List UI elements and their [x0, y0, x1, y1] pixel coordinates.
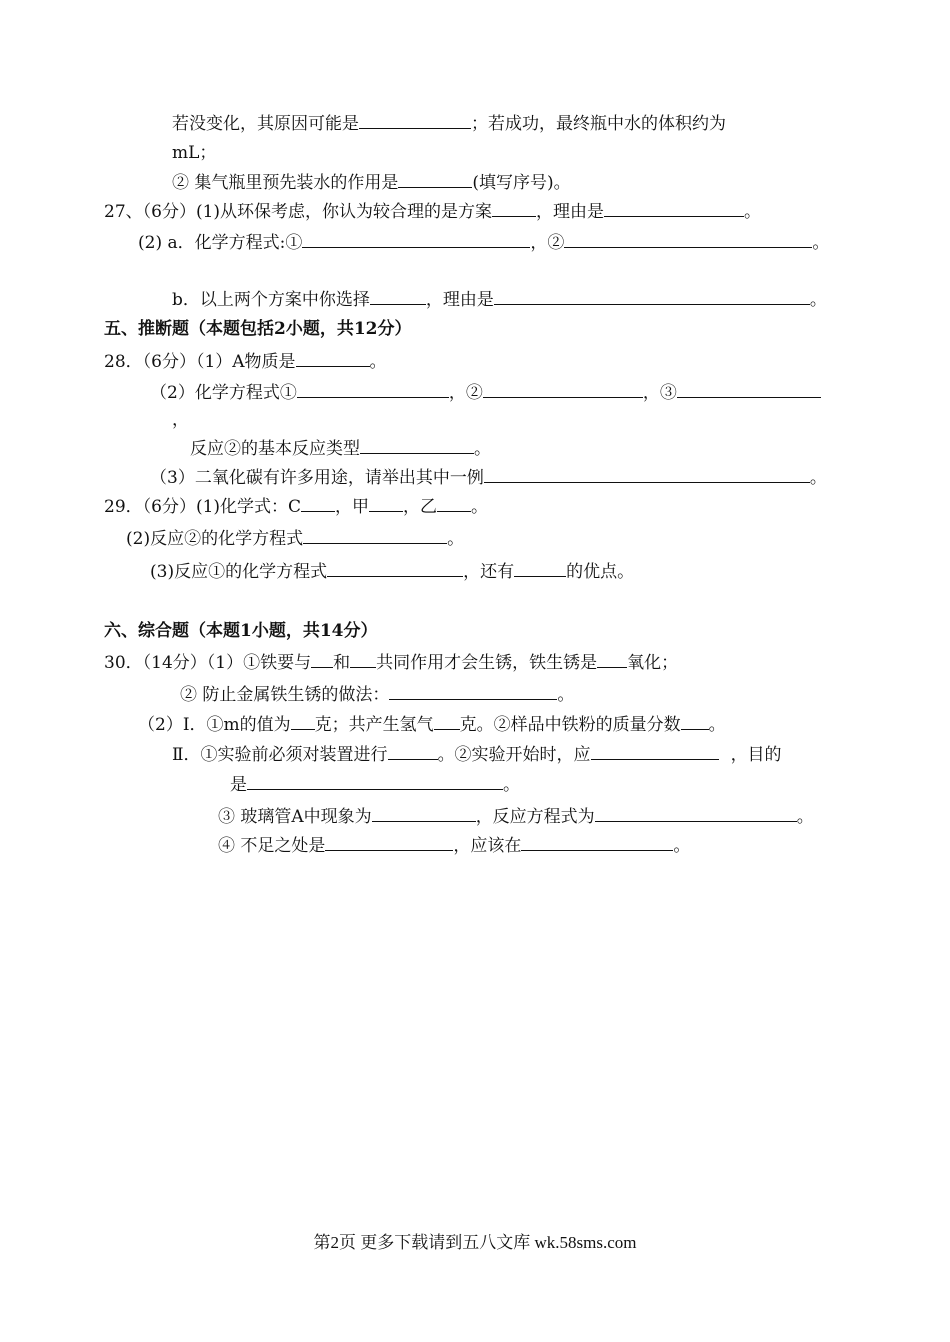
section-title: 五、推断题（本题包括2小题，共12分） — [104, 319, 412, 339]
q26-text: ② 集气瓶里预先装水的作用是 — [172, 173, 399, 193]
q30-text: 。②实验开始时，应 — [437, 745, 591, 765]
q28-text: 。 — [474, 439, 491, 459]
q27-text: 。 — [812, 233, 830, 253]
q29-text: (3)反应①的化学方程式 — [150, 562, 328, 582]
q29-text: 。 — [447, 529, 465, 549]
answer-blank[interactable] — [370, 288, 426, 305]
q30-line6 — [218, 805, 814, 828]
q27-line3 — [172, 288, 827, 311]
q30-text: ③ 玻璃管A中现象为 — [218, 807, 372, 827]
q27-line1 — [104, 200, 761, 223]
q30-text: 。 — [673, 836, 691, 856]
answer-blank[interactable] — [296, 350, 370, 367]
q26-text: ；若成功，最终瓶中水的体积约为 — [471, 114, 726, 134]
answer-blank[interactable] — [484, 466, 810, 483]
page-footer: 第2页 更多下载请到五八文库 wk.58sms.com — [313, 1233, 637, 1252]
answer-blank[interactable] — [514, 560, 566, 577]
answer-blank[interactable] — [437, 495, 471, 512]
answer-blank[interactable] — [247, 773, 503, 790]
q29-text: ，乙 — [403, 497, 438, 517]
q28-text: 28．（6分）（1）A物质是 — [104, 352, 296, 372]
q30-text: 。 — [796, 807, 814, 827]
answer-blank[interactable] — [350, 651, 376, 668]
q30-text: 氧化； — [627, 653, 679, 673]
q29-line2 — [126, 527, 464, 550]
answer-blank[interactable] — [677, 381, 821, 398]
q26-line3 — [172, 171, 571, 194]
q29-text: 29．（6分）(1)化学式：C — [104, 497, 302, 517]
q30-text: ，应该在 — [453, 836, 522, 856]
q27-line2 — [138, 231, 829, 254]
q26-line1 — [172, 112, 726, 135]
answer-blank[interactable] — [389, 683, 557, 700]
q27-text: ，理由是 — [425, 290, 494, 310]
q30-text: 和 — [333, 653, 351, 673]
answer-blank[interactable] — [681, 713, 709, 730]
q28-text: 。 — [369, 352, 387, 372]
q26-text: (填写序号)。 — [472, 173, 571, 193]
q27-text: 27、（6分）(1)从环保考虑，你认为较合理的是方案 — [104, 202, 493, 222]
q28-text: （3）二氧化碳有许多用途，请举出其中一例 — [150, 468, 484, 488]
answer-blank[interactable] — [398, 171, 472, 188]
q30-line4 — [172, 743, 782, 766]
answer-blank[interactable] — [327, 560, 463, 577]
q27-text: ，② — [530, 233, 565, 253]
q26-line2 — [172, 142, 216, 164]
answer-blank[interactable] — [369, 495, 403, 512]
answer-blank[interactable] — [360, 437, 474, 454]
q30-line5 — [230, 773, 520, 796]
answer-blank[interactable] — [564, 231, 812, 248]
q30-text: 克；共产生氢气 — [314, 715, 434, 735]
q27-text: (2) a．化学方程式:① — [138, 233, 303, 253]
q28-text: 。 — [809, 468, 827, 488]
q28-text: ， — [172, 410, 189, 430]
q29-text: ，还有 — [463, 562, 515, 582]
answer-blank[interactable] — [483, 381, 643, 398]
q27-text: ，理由是 — [536, 202, 605, 222]
answer-blank[interactable] — [359, 112, 471, 129]
q30-line2 — [180, 683, 574, 706]
q30-text: 。 — [503, 775, 520, 795]
q30-text: ② 防止金属铁生锈的做法： — [180, 685, 390, 705]
q28-line1 — [104, 350, 387, 373]
q29-line1 — [104, 495, 488, 518]
q30-text: 共同作用才会生锈，铁生锈是 — [376, 653, 598, 673]
answer-blank[interactable] — [604, 200, 744, 217]
q30-text: ，目的 — [730, 745, 782, 765]
q29-text: ，甲 — [335, 497, 370, 517]
q30-line7 — [218, 834, 690, 857]
answer-blank[interactable] — [591, 743, 719, 760]
q26-text: 若没变化，其原因可能是 — [172, 114, 359, 134]
answer-blank[interactable] — [595, 805, 797, 822]
q30-text: （2）Ⅰ．①m的值为 — [138, 715, 291, 735]
q30-text: ，反应方程式为 — [475, 807, 595, 827]
q28-text: （2）化学方程式① — [150, 383, 297, 403]
q28-text: 反应②的基本反应类型 — [190, 439, 360, 459]
q30-line3 — [138, 713, 726, 736]
answer-blank[interactable] — [494, 288, 810, 305]
q29-text: 。 — [471, 497, 489, 517]
q27-text: 。 — [744, 202, 762, 222]
answer-blank[interactable] — [325, 834, 453, 851]
q28-line3 — [190, 437, 491, 460]
q27-text: 。 — [809, 290, 827, 310]
q28-line2-cont — [172, 409, 189, 431]
answer-blank[interactable] — [297, 381, 449, 398]
answer-blank[interactable] — [302, 231, 530, 248]
answer-blank[interactable] — [492, 200, 536, 217]
q26-text: mL； — [172, 143, 217, 163]
answer-blank[interactable] — [311, 651, 333, 668]
q29-text: 的优点。 — [566, 562, 635, 582]
q28-line4 — [150, 466, 827, 489]
q30-line1 — [104, 651, 678, 674]
answer-blank[interactable] — [372, 805, 476, 822]
q28-text: ，② — [448, 383, 483, 403]
answer-blank[interactable] — [291, 713, 315, 730]
q30-text: Ⅱ．①实验前必须对装置进行 — [172, 745, 388, 765]
q28-line2 — [150, 381, 821, 404]
q30-text: ④ 不足之处是 — [218, 836, 326, 856]
q30-text: 克。②样品中铁粉的质量分数 — [459, 715, 681, 735]
q29-text: (2)反应②的化学方程式 — [126, 529, 304, 549]
answer-blank[interactable] — [303, 527, 447, 544]
answer-blank[interactable] — [301, 495, 335, 512]
q30-text: 。 — [557, 685, 575, 705]
answer-blank[interactable] — [434, 713, 460, 730]
answer-blank[interactable] — [597, 651, 627, 668]
q27-text: b．以上两个方案中你选择 — [172, 290, 370, 310]
q30-text: 是 — [230, 775, 247, 795]
q30-text: 30．（14分）（1）①铁要与 — [104, 653, 312, 673]
q30-text: 。 — [708, 715, 726, 735]
answer-blank[interactable] — [521, 834, 673, 851]
section-title: 六、综合题（本题1小题，共14分） — [104, 621, 378, 641]
q29-line3 — [150, 560, 634, 583]
answer-blank[interactable] — [388, 743, 438, 760]
q28-text: ，③ — [642, 383, 677, 403]
